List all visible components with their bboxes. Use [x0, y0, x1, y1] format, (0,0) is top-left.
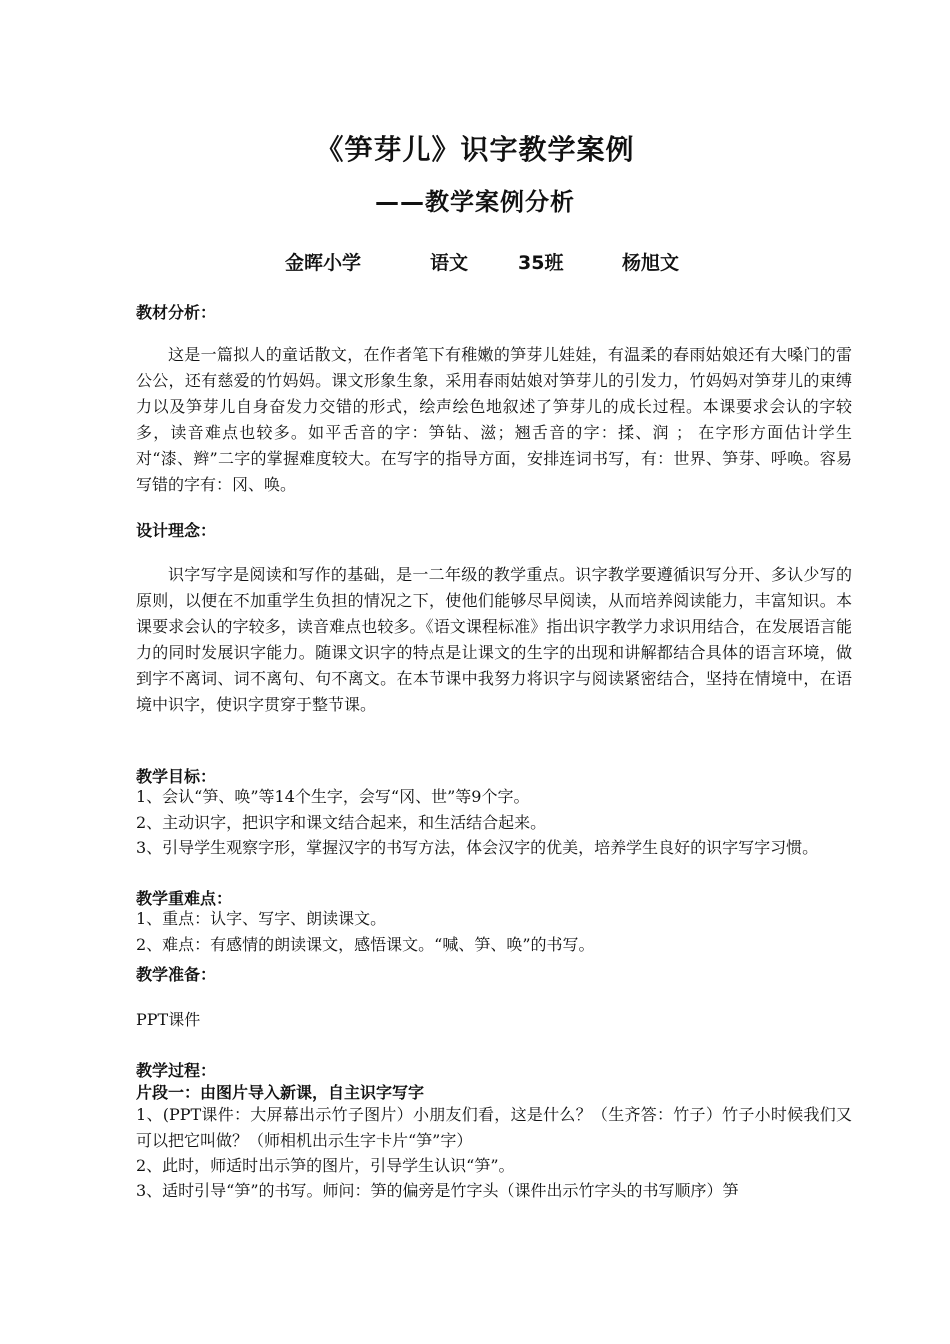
document-title: 《笋芽儿》识字教学案例: [315, 133, 635, 166]
document-subtitle: ——教学案例分析: [375, 188, 575, 216]
goal-item: 2、主动识字，把识字和课文结合起来，和生活结合起来。: [136, 813, 547, 832]
goal-item: 3、引导学生观察字形，掌握汉字的书写方法，体会汉字的优美，培养学生良好的识字写字习惯。: [136, 838, 819, 857]
key-point-item: 1、重点：认字、写字、朗读课文。: [136, 909, 387, 928]
goal-item: 1、会认“笋、唤”等14个生字，会写“冈、世”等9个字。: [136, 787, 530, 806]
author-school: 金晖小学: [285, 252, 362, 274]
process-item: 2、此时，师适时出示笋的图片，引导学生认识“笋”。: [136, 1156, 515, 1175]
author-name: 杨旭文: [622, 252, 680, 274]
concept-heading: 设计理念：: [136, 521, 217, 540]
material-heading: 教材分析：: [136, 303, 217, 322]
process-heading: 教学过程：: [136, 1061, 217, 1080]
prep-text: PPT课件: [136, 1010, 201, 1029]
material-paragraph: 这是一篇拟人的童话散文，在作者笔下有稚嫩的笋芽儿娃娃，有温柔的春雨姑娘还有大嗓门的雷公公，还有慈爱的竹妈妈。课文形象生象，采用春雨姑娘对笋芽儿的引发力，竹妈妈对笋芽儿的束缚力以及笋芽儿自身奋发力交错的形式，绘声绘色地叙述了笋芽儿的成长过程。本课要求会认的字较多，读音难点也较多。如平舌音的字：笋钻、滋；翘舌音的字：揉、润 ； 在字形方面估计学生对“漆、辫”二字的掌握难度较大。在写字的指导方面，安排连词书写，有：世界、笋芽、呼唤。容易写错的字有：冈、唤。: [136, 345, 852, 494]
process-item: 1、(PPT课件：大屏幕出示竹子图片）小朋友们看，这是什么？（生齐答：竹子）竹子小时候我们又可以把它叫做？（师相机出示生字卡片“笋”字）: [136, 1105, 852, 1150]
key-points-heading: 教学重难点：: [136, 889, 233, 908]
prep-heading: 教学准备：: [136, 965, 217, 984]
author-class: 35班: [518, 252, 564, 274]
concept-paragraph: 识字写字是阅读和写作的基础，是一二年级的教学重点。识字教学要遵循识写分开、多认少写的原则，以便在不加重学生负担的情况之下，使他们能够尽早阅读，从而培养阅读能力，丰富知识。本课要求会认的字较多，读音难点也较多。《语文课程标准》指出识字教学力求识用结合，在发展语言能力的同时发展识字能力。随课文识字的特点是让课文的生字的出现和讲解都结合具体的语言环境，做到字不离词、词不离句、句不离文。在本节课中我努力将识字与阅读紧密结合，坚持在情境中，在语境中识字，使识字贯穿于整节课。: [136, 565, 852, 714]
process-item: 3、适时引导“笋”的书写。师问：笋的偏旁是竹字头（课件出示竹字头的书写顺序）笋: [136, 1181, 739, 1200]
goals-heading: 教学目标：: [136, 767, 217, 786]
key-point-item: 2、难点：有感情的朗读课文，感悟课文。“喊、笋、唤”的书写。: [136, 935, 595, 954]
author-subject: 语文: [430, 252, 469, 274]
segment-title: 片段一：由图片导入新课，自主识字写字: [136, 1083, 425, 1102]
